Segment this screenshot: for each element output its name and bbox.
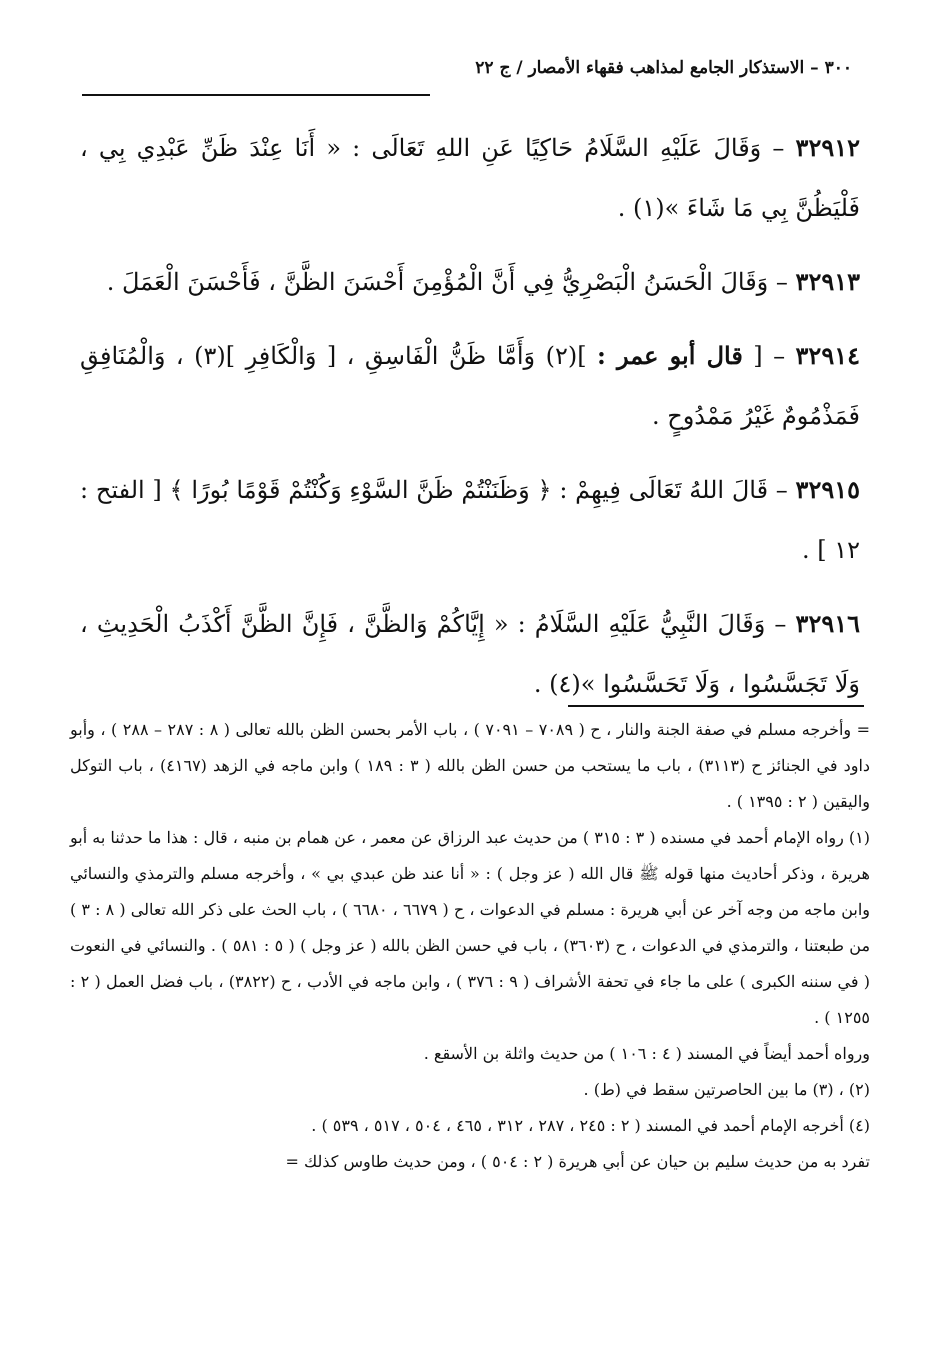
paragraph-number: ٣٢٩١٦ [795, 609, 860, 638]
paragraph-32913 [80, 252, 860, 312]
footnote-continuation: = وأخرجه مسلم في صفة الجنة والنار ، ح ( ٧٠٨٩ – ٧٠٩١ ) ، باب الأمر بحسن الظن بالله تعالى ( ٨ : ٢٨٧ – ٢٨٨ ) ، وأبو داود في الجنائز ح (٣١١٣) ، باب ما يستحب من حسن الظن بالله ( ٣ : ١٨٩ ) وابن ماجه في الزهد (٤١٦٧) ، باب التوكل واليقين ( ٢ : ١٣٩٥ ) . [70, 720, 871, 811]
paragraph-number: ٣٢٩١٢ [795, 133, 860, 162]
paragraph-text: – وَقَالَ الْحَسَنُ الْبَصْرِيُّ فِي أَنَّ الْمُؤْمِنَ أَحْسَنَ الظَّنَّ ، فَأَحْسَنَ الْعَمَلَ . [106, 268, 788, 296]
paragraph-32914 [80, 326, 860, 446]
paragraph-number: ٣٢٩١٤ [795, 341, 860, 370]
paragraph-number: ٣٢٩١٣ [795, 267, 860, 296]
footnote-rule [568, 705, 864, 707]
footnote-1-addendum: ورواه أحمد أيضاً في المسند ( ٤ : ١٠٦ ) من حديث واثلة بن الأسقع . [423, 1044, 870, 1063]
footnote-4: (٤) أخرجه الإمام أحمد في المسند ( ٢ : ٢٤٥ ، ٢٨٧ ، ٣١٢ ، ٤٦٥ ، ٥٠٤ ، ٥١٧ ، ٥٣٩ ) . [311, 1116, 870, 1135]
paragraph-32916 [80, 594, 860, 714]
paragraph-32915 [80, 460, 860, 580]
footnote-2-3: (٢) ، (٣) ما بين الحاصرتين سقط في (ط) . [583, 1080, 870, 1099]
running-header: ٣٠٠ – الاستذكار الجامع لمذاهب فقهاء الأمصار / ج ٢٢ [475, 58, 852, 78]
footnotes [70, 712, 870, 1180]
footnote-1: (١) رواه الإمام أحمد في مسنده ( ٣ : ٣١٥ ) من حديث عبد الرزاق عن معمر ، عن همام بن منبه ، قال : هذا ما حدثنا به أبو هريرة ، وذكر أحاديث منها قوله ﷺ قال الله ( عز وجل ) : « أنا عند ظن عبدي بي » ، وأخرجه مسلم والترمذي والنسائي وابن ماجه من وجه آخر عن أبي هريرة : مسلم في الدعوات ، ح ( ٦٦٧٩ ، ٦٦٨٠ ) ، باب الحث على ذكر الله تعالى ( ٨ : ٣ ) من طبعتنا ، والترمذي في الدعوات ، ح (٣٦٠٣) ، باب في حسن الظن بالله ( عز وجل ) ( ٥ : ٥٨١ ) . والنسائي في النعوت ( في سننه الكبرى ) على ما جاء في تحفة الأشراف ( ٩ : ٣٧٦ ) ، وابن ماجه في الأدب ، ح (٣٨٢٢) ، باب فضل العمل ( ٢ : ١٢٥٥ ) . [70, 828, 871, 1027]
main-text [80, 118, 860, 728]
paragraph-number: ٣٢٩١٥ [795, 475, 860, 504]
speaker-label: قال أبو عمر : [597, 341, 743, 370]
paragraph-text: – وَقَالَ النَّبِيُّ عَلَيْهِ السَّلَامُ : « إِيَّاكُمْ وَالظَّنَّ ، فَإِنَّ الظَّنَّ أَكْذَبُ الْحَدِيثِ ، وَلَا تَجَسَّسُوا ، وَلَا تَحَسَّسُوا »(٤) . [80, 610, 860, 698]
paragraph-32912 [80, 118, 860, 238]
footnote-4-continued: تفرد به من حديث سليم بن حيان عن أبي هريرة ( ٢ : ٥٠٤ ) ، ومن حديث طاوس كذلك = [285, 1152, 870, 1171]
header-rule [82, 94, 430, 96]
paragraph-text: – قَالَ اللهُ تَعَالَى فِيهِمْ : ﴿ وَظَنَنْتُمْ ظَنَّ السَّوْءِ وَكُنْتُمْ قَوْمًا بُورًا ﴾ [ الفتح : ١٢ ] . [80, 476, 860, 564]
paragraph-text: ](٢) وَأَمَّا ظَنُّ الْفَاسِقِ ، [ وَالْكَافِرِ ](٣) ، وَالْمُنَافِقِ فَمَذْمُومٌ غَيْرُ مَمْدُوحٍ . [80, 342, 860, 430]
paragraph-text: – وَقَالَ عَلَيْهِ السَّلَامُ حَاكِيًا عَنِ اللهِ تَعَالَى : « أَنَا عِنْدَ ظَنِّ عَبْدِي بِي ، فَلْيَظُنَّ بِي مَا شَاءَ »(١) . [80, 134, 860, 222]
paragraph-text-prefix: – [ [753, 342, 786, 370]
